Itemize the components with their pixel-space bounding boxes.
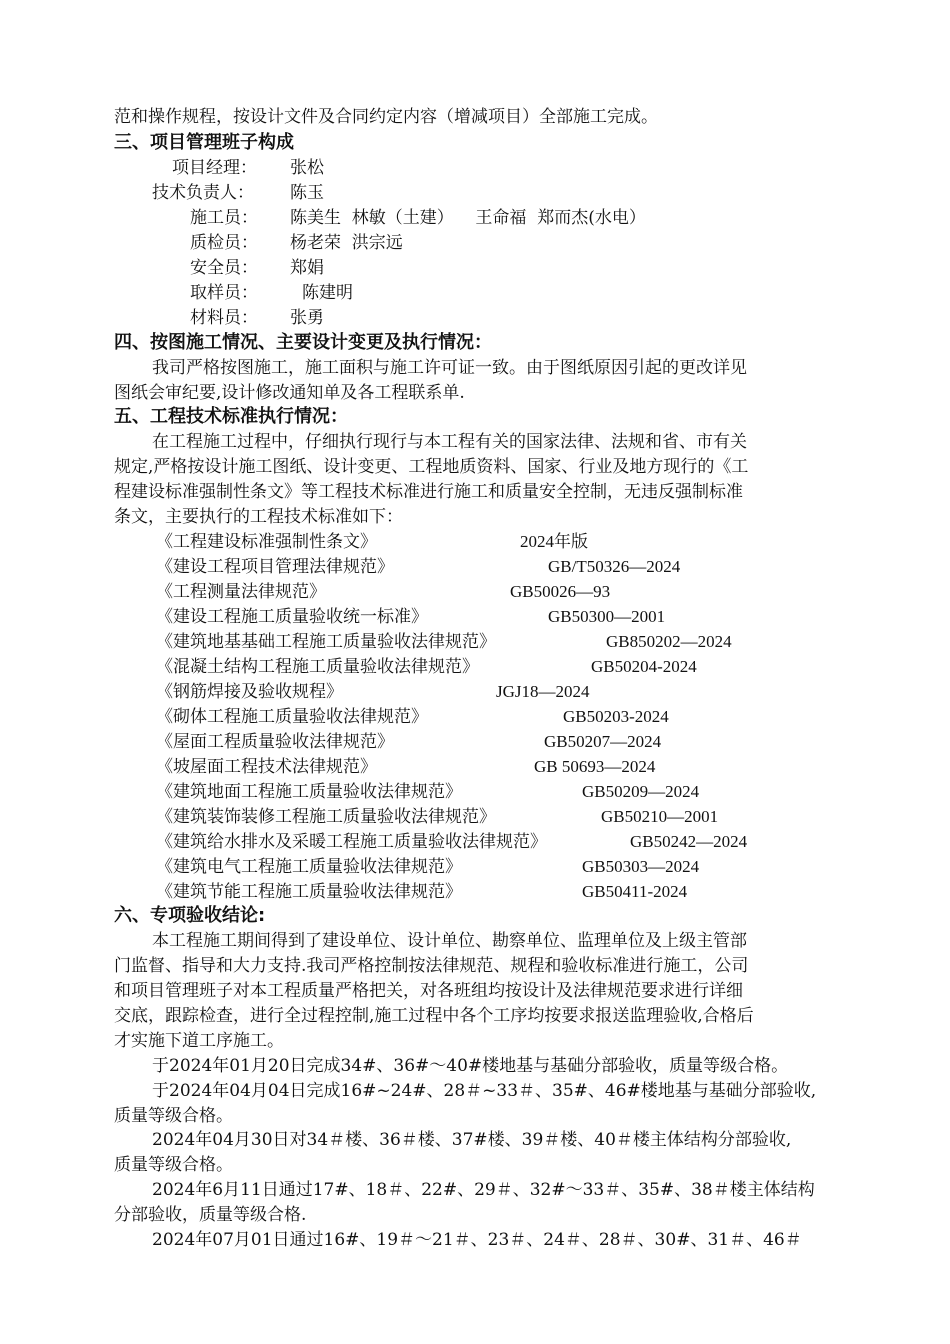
standard-code: GB50026—93 bbox=[510, 582, 611, 601]
standard-code: GB50204-2024 bbox=[591, 657, 697, 676]
paragraph-line: 质量等级合格。 bbox=[114, 1106, 233, 1126]
standard-name: 《砌体工程施工质量验收法律规范》 bbox=[156, 707, 428, 727]
standard-name: 《工程建设标准强制性条文》 bbox=[156, 532, 377, 552]
member-name: 张松 bbox=[290, 158, 324, 178]
standard-code: GB50209—2024 bbox=[582, 782, 700, 801]
standard-code: GB50242—2024 bbox=[630, 832, 748, 851]
standard-code: GB50210—2001 bbox=[601, 807, 719, 826]
paragraph-line: 规定,严格按设计施工图纸、设计变更、工程地质资料、国家、行业及地方现行的《工 bbox=[114, 457, 749, 477]
standard-code: GB 50693—2024 bbox=[534, 757, 656, 776]
member-role: 安全员： bbox=[190, 258, 258, 278]
standard-name: 《建筑地基基础工程施工质量验收法律规范》 bbox=[156, 632, 496, 652]
standard-name: 《屋面工程质量验收法律规范》 bbox=[156, 732, 394, 752]
standard-code: GB50303—2024 bbox=[582, 857, 700, 876]
paragraph-line: 本工程施工期间得到了建设单位、设计单位、勘察单位、监理单位及上级主管部 bbox=[152, 931, 747, 951]
paragraph-line: 分部验收，质量等级合格. bbox=[114, 1205, 307, 1225]
standard-name: 《混凝土结构工程施工质量验收法律规范》 bbox=[156, 657, 479, 677]
standard-name: 《建筑地面工程施工质量验收法律规范》 bbox=[156, 782, 462, 802]
standard-code: GB/T50326—2024 bbox=[548, 557, 681, 576]
paragraph-line: 2024年6月11日通过17#、18＃、22#、29＃、32#～33＃、35#、38＃楼主体结构 bbox=[152, 1180, 815, 1200]
paragraph-line: 交底，跟踪检查，进行全过程控制,施工过程中各个工序均按要求报送监理验收,合格后 bbox=[114, 1006, 754, 1026]
member-role: 项目经理： bbox=[172, 158, 257, 178]
paragraph-line: 图纸会审纪要,设计修改通知单及各工程联系单. bbox=[114, 383, 465, 403]
intro-line: 范和操作规程，按设计文件及合同约定内容（增减项目）全部施工完成。 bbox=[114, 107, 658, 127]
member-name: 陈美生 林敏（土建） 王命福 郑而杰(水电） bbox=[290, 208, 646, 228]
standard-name: 《建筑电气工程施工质量验收法律规范》 bbox=[156, 857, 462, 877]
paragraph-line: 我司严格按图施工，施工面积与施工许可证一致。由于图纸原因引起的更改详见 bbox=[152, 358, 747, 378]
paragraph-line: 才实施下道工序施工。 bbox=[114, 1031, 284, 1051]
paragraph-line: 质量等级合格。 bbox=[114, 1155, 233, 1175]
member-name: 郑娟 bbox=[290, 258, 324, 278]
standard-code: GB50411-2024 bbox=[582, 882, 688, 901]
member-name: 陈建明 bbox=[302, 283, 353, 303]
paragraph-line: 和项目管理班子对本工程质量严格把关，对各班组均按设计及法律规范要求进行详细 bbox=[114, 981, 743, 1001]
section5-heading: 五、工程技术标准执行情况： bbox=[114, 406, 348, 427]
standard-name: 《钢筋焊接及验收规程》 bbox=[156, 682, 343, 702]
member-name: 杨老荣 洪宗远 bbox=[290, 233, 403, 253]
member-name: 陈玉 bbox=[290, 183, 324, 203]
standard-name: 《坡屋面工程技术法律规范》 bbox=[156, 757, 377, 777]
member-role: 材料员： bbox=[190, 308, 258, 328]
section3-heading: 三、项目管理班子构成 bbox=[114, 132, 294, 153]
member-role: 质检员： bbox=[190, 233, 258, 253]
member-name: 张勇 bbox=[290, 308, 324, 328]
paragraph-line: 条文，主要执行的工程技术标准如下： bbox=[114, 507, 403, 527]
standard-code: GB50207—2024 bbox=[544, 732, 662, 751]
standard-name: 《建筑节能工程施工质量验收法律规范》 bbox=[156, 882, 462, 902]
standard-name: 《工程测量法律规范》 bbox=[156, 582, 326, 602]
section6-heading: 六、专项验收结论: bbox=[114, 905, 266, 926]
member-role: 施工员： bbox=[190, 208, 258, 228]
standard-code: JGJ18—2024 bbox=[496, 682, 590, 701]
standard-name: 《建筑给水排水及采暖工程施工质量验收法律规范》 bbox=[156, 832, 547, 852]
section4-heading: 四、按图施工情况、主要设计变更及执行情况： bbox=[114, 332, 492, 353]
paragraph-line: 门监督、指导和大力支持.我司严格控制按法律规范、规程和验收标准进行施工，公司 bbox=[114, 956, 749, 976]
member-role: 取样员： bbox=[190, 283, 258, 303]
paragraph-line: 在工程施工过程中，仔细执行现行与本工程有关的国家法律、法规和省、市有关 bbox=[152, 432, 747, 452]
paragraph-line: 2024年04月30日对34＃楼、36＃楼、37#楼、39＃楼、40＃楼主体结构分部验收, bbox=[152, 1130, 792, 1150]
paragraph-line: 于2024年04月04日完成16#~24#、28＃~33＃、35#、46#楼地基与基础分部验收, bbox=[152, 1081, 817, 1101]
paragraph-line: 程建设标准强制性条文》等工程技术标准进行施工和质量安全控制，无违反强制标准 bbox=[114, 482, 743, 502]
standard-code: GB850202—2024 bbox=[606, 632, 732, 651]
standard-code: GB50300—2001 bbox=[548, 607, 666, 626]
standard-name: 《建筑装饰装修工程施工质量验收法律规范》 bbox=[156, 807, 496, 827]
paragraph-line: 2024年07月01日通过16#、19＃～21＃、23＃、24＃、28＃、30#、31＃、46＃ bbox=[152, 1230, 802, 1250]
paragraph-line: 于2024年01月20日完成34#、36#～40#楼地基与基础分部验收，质量等级合格。 bbox=[152, 1056, 789, 1076]
member-role: 技术负责人： bbox=[152, 183, 254, 203]
standard-code: GB50203-2024 bbox=[563, 707, 669, 726]
standard-name: 《建设工程项目管理法律规范》 bbox=[156, 557, 394, 577]
standard-name: 《建设工程施工质量验收统一标准》 bbox=[156, 607, 428, 627]
standard-code: 2024年版 bbox=[520, 532, 588, 551]
